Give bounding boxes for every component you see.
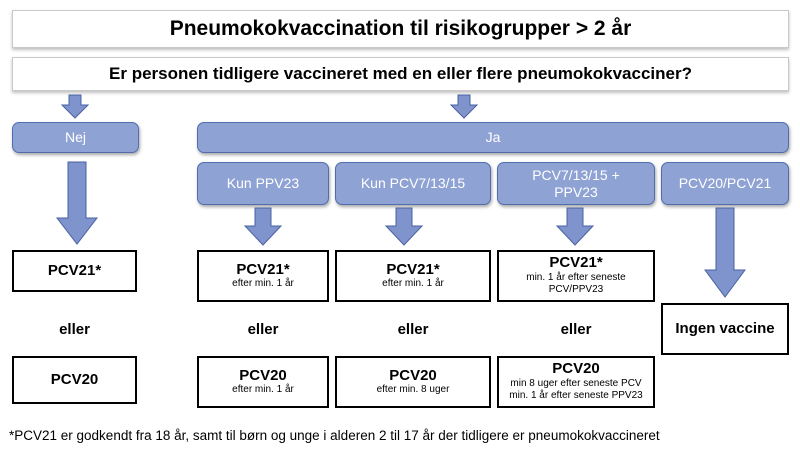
question-box: [12, 57, 789, 91]
category-ppv23-label: Kun PPV23: [226, 175, 300, 192]
answer-yes-label: Ja: [485, 129, 501, 146]
result-ppv23-pcv20-main: PCV20: [239, 366, 287, 384]
result-both-pcv20-main: PCV20: [552, 360, 600, 378]
or-label: [197, 321, 329, 338]
arrow-down-icon: [62, 95, 88, 119]
category-pcv2021: [661, 162, 789, 205]
result-both-pcv21-sub1: min. 1 år efter seneste: [526, 271, 626, 283]
result-both-pcv20-sub1: min 8 uger efter seneste PCV: [510, 377, 642, 389]
result-ppv23-pcv21-main: PCV21*: [236, 260, 290, 278]
answer-yes: [197, 122, 789, 153]
result-nej-pcv20: [12, 356, 137, 404]
result-pcv-pcv20-main: PCV20: [389, 366, 437, 384]
category-pcv-and-ppv23-line2: PPV23: [554, 183, 598, 200]
category-ppv23: [197, 162, 329, 205]
result-both-pcv20-sub2: min. 1 år efter seneste PPV23: [509, 390, 643, 402]
category-pcv-and-ppv23: [497, 162, 655, 205]
or-label-text: eller: [397, 321, 429, 338]
result-both-pcv21-sub2: PCV/PPV23: [548, 284, 604, 296]
answer-no-label: Nej: [64, 129, 86, 146]
or-label-text: eller: [247, 321, 279, 338]
category-pcv71315-label: Kun PCV7/13/15: [360, 175, 466, 192]
page-title-text: Pneumokokvaccination til risikogrupper > 2 år: [169, 17, 632, 40]
result-no-vaccine: [661, 303, 789, 355]
result-both-pcv21-main: PCV21*: [549, 254, 603, 272]
or-label: [12, 321, 137, 338]
category-pcv71315: [335, 162, 491, 205]
arrow-down-icon: [245, 208, 281, 246]
result-ppv23-pcv21: [197, 250, 329, 302]
result-both-pcv21: [497, 250, 655, 302]
category-pcv-and-ppv23-line1: PCV7/13/15 +: [532, 167, 620, 184]
arrow-down-icon: [557, 208, 593, 246]
answer-no: [12, 122, 139, 153]
result-pcv-pcv20-sub: efter min. 8 uger: [376, 384, 450, 395]
result-ppv23-pcv21-sub: efter min. 1 år: [232, 278, 294, 289]
category-pcv2021-label: PCV20/PCV21: [678, 175, 772, 192]
arrow-down-icon: [386, 208, 422, 246]
result-nej-pcv21: [12, 250, 137, 292]
result-pcv-pcv21-sub: efter min. 1 år: [382, 278, 444, 289]
page-title: [12, 10, 789, 48]
arrow-down-icon: [451, 95, 477, 119]
result-ppv23-pcv20: [197, 356, 329, 408]
result-pcv-pcv20: [335, 356, 491, 408]
or-label: [497, 321, 655, 338]
question-text: Er personen tidligere vaccineret med en eller flere pneumokokvacciner?: [109, 64, 692, 83]
footnote-text: *PCV21 er godkendt fra 18 år, samt til børn og unge i alderen 2 til 17 år der tidligere er pneumokokvaccineret: [9, 428, 660, 443]
result-no-vaccine-main: Ingen vaccine: [675, 319, 775, 337]
or-label: [335, 321, 491, 338]
or-label-text: eller: [59, 321, 90, 338]
arrow-down-icon: [57, 162, 97, 245]
result-pcv-pcv21-main: PCV21*: [386, 260, 440, 278]
result-ppv23-pcv20-sub: efter min. 1 år: [232, 384, 294, 395]
footnote: [9, 428, 660, 443]
result-pcv-pcv21: [335, 250, 491, 302]
result-nej-pcv21-main: PCV21*: [47, 261, 102, 279]
arrow-down-icon: [705, 208, 745, 298]
result-nej-pcv20-main: PCV20: [50, 370, 99, 388]
result-both-pcv20: [497, 356, 655, 408]
or-label-text: eller: [560, 321, 592, 338]
